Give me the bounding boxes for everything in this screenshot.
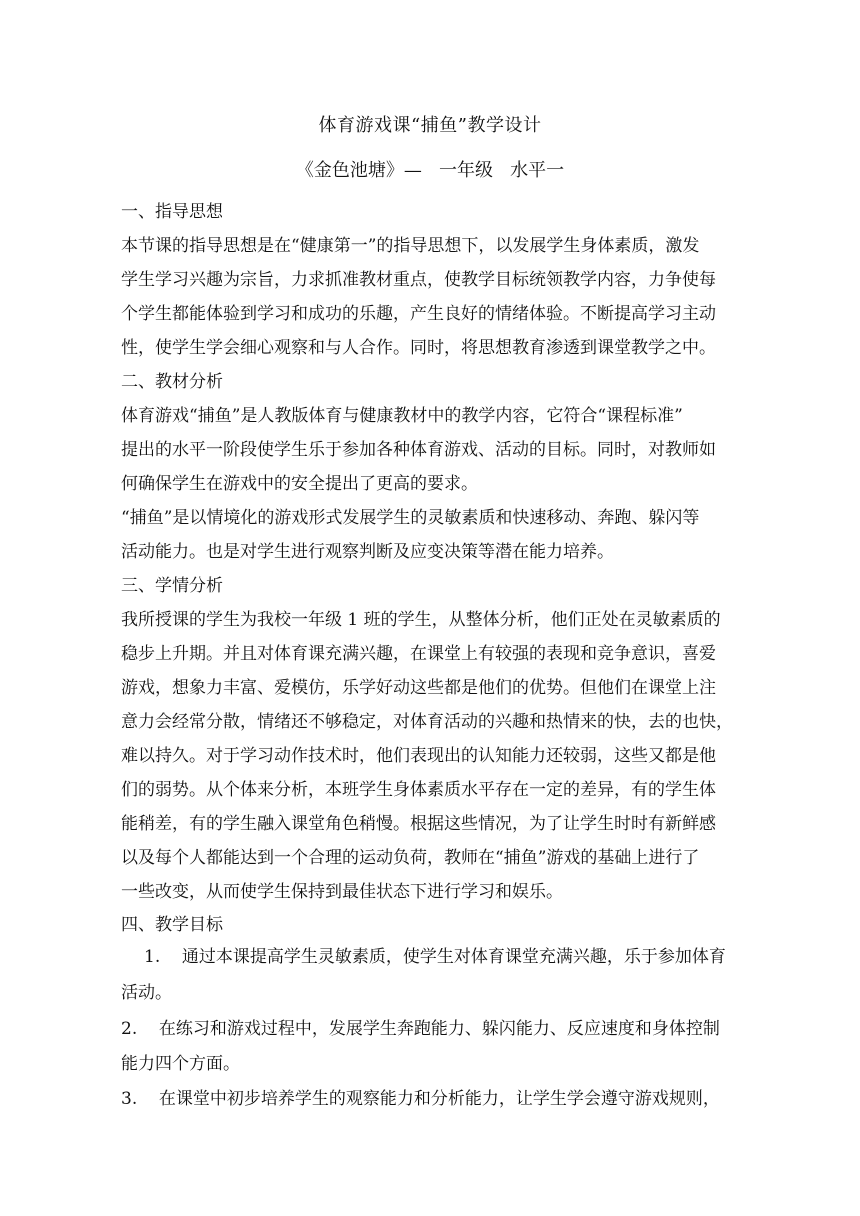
section-heading: 二、教材分析 <box>121 372 223 392</box>
paragraph-line: 一些改变，从而使学生保持到最佳状态下进行学习和娱乐。 <box>121 882 563 902</box>
paragraph-line: 体育游戏“捕鱼”是人教版体育与健康教材中的教学内容，它符合“课程标准” <box>121 406 683 426</box>
section-heading: 四、教学目标 <box>121 915 223 935</box>
numbered-item-line: 2. 在练习和游戏过程中，发展学生奔跑能力、躲闪能力、反应速度和身体控制 <box>121 1019 720 1039</box>
paragraph-line: “捕鱼”是以情境化的游戏形式发展学生的灵敏素质和快速移动、奔跑、躲闪等 <box>121 508 700 528</box>
paragraph-line: 我所授课的学生为我校一年级 1 班的学生，从整体分析，他们正处在灵敏素质的 <box>121 610 721 630</box>
paragraph-line: 活动。 <box>121 983 172 1003</box>
paragraph-line: 本节课的指导思想是在“健康第一”的指导思想下，以发展学生身体素质，激发 <box>121 236 700 256</box>
paragraph-line: 难以持久。对于学习动作技术时，他们表现出的认知能力还较弱，这些又都是他 <box>121 746 716 766</box>
paragraph-line: 活动能力。也是对学生进行观察判断及应变决策等潜在能力培养。 <box>121 542 614 562</box>
paragraph-line: 意力会经常分散，情绪还不够稳定，对体育活动的兴趣和热情来的快，去的也快， <box>121 712 733 732</box>
document-subtitle: 《金色池塘》— 一年级 水平一 <box>295 160 565 181</box>
paragraph-line: 能力四个方面。 <box>121 1054 240 1074</box>
paragraph-line: 性，使学生学会细心观察和与人合作。同时，将思想教育渗透到课堂教学之中。 <box>121 338 716 358</box>
paragraph-line: 能稍差，有的学生融入课堂角色稍慢。根据这些情况，为了让学生时时有新鲜感 <box>121 814 716 834</box>
numbered-item-line: 3. 在课堂中初步培养学生的观察能力和分析能力，让学生学会遵守游戏规则， <box>121 1089 720 1109</box>
section-heading: 一、指导思想 <box>121 202 223 222</box>
paragraph-line: 何确保学生在游戏中的安全提出了更高的要求。 <box>121 474 478 494</box>
paragraph-line: 游戏，想象力丰富、爱模仿，乐学好动这些都是他们的优势。但他们在课堂上注 <box>121 678 716 698</box>
section-heading: 三、学情分析 <box>121 576 223 596</box>
paragraph-line: 稳步上升期。并且对体育课充满兴趣，在课堂上有较强的表现和竞争意识，喜爱 <box>121 644 716 664</box>
numbered-item-line: 1. 通过本课提高学生灵敏素质，使学生对体育课堂充满兴趣，乐于参加体育 <box>144 947 726 967</box>
paragraph-line: 提出的水平一阶段使学生乐于参加各种体育游戏、活动的目标。同时，对教师如 <box>121 440 716 460</box>
paragraph-line: 们的弱势。从个体来分析，本班学生身体素质水平存在一定的差异，有的学生体 <box>121 780 716 800</box>
paragraph-line: 学生学习兴趣为宗旨，力求抓准教材重点，使教学目标统领教学内容，力争使每 <box>121 270 716 290</box>
paragraph-line: 以及每个人都能达到一个合理的运动负荷，教师在“捕鱼”游戏的基础上进行了 <box>121 848 700 868</box>
document-title: 体育游戏课“捕鱼”教学设计 <box>318 115 542 136</box>
paragraph-line: 个学生都能体验到学习和成功的乐趣，产生良好的情绪体验。不断提高学习主动 <box>121 304 716 324</box>
